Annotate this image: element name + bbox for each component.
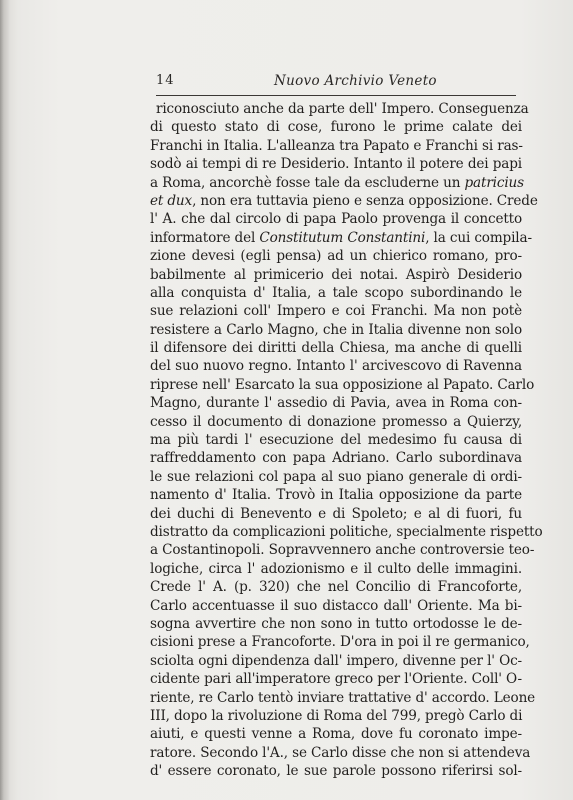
body-text <box>150 100 543 780</box>
text-line: dei duchi di Benevento e di Spoleto; e al di fuori, fu <box>150 505 522 522</box>
text-line: di questo stato di cose, furono le prime calate dei <box>150 119 522 136</box>
text-line: distratto da complicazioni politiche, specialmente rispetto <box>150 523 543 540</box>
text-line: le sue relazioni col papa al suo piano generale di ordi- <box>150 468 522 485</box>
text-line: a Costantinopoli. Sopravvennero anche controversie teo- <box>150 542 535 559</box>
running-title: Nuovo Archivio Veneto <box>274 73 437 89</box>
italic-term: Constitutum Constantini <box>259 229 426 246</box>
text-line: logiche, circa l' adozionismo e il culto delle immagini. <box>150 560 522 577</box>
text-line: cesso il documento di donazione promesso a Quierzy, <box>150 413 522 430</box>
text-line <box>150 192 538 210</box>
text-line: Franchi in Italia. L'alleanza tra Papato e Franchi si ras- <box>150 137 523 154</box>
text-line: alla conquista d' Italia, a tale scopo subordinando le <box>150 284 522 301</box>
text-line: d' essere coronato, le sue parole possono riferirsi sol- <box>150 763 522 780</box>
text-segment: , la cui compila- <box>425 229 532 246</box>
text-segment: , non era tuttavia pieno e senza opposizione. Crede <box>192 192 538 209</box>
text-line: ma più tardi l' esecuzione del medesimo fu causa di <box>150 432 522 449</box>
text-line: ratore. Secondo l'A., se Carlo disse che non si attendeva <box>150 744 531 761</box>
text-line: sogna avvertire che non sono in tutto ortodosse le de- <box>150 615 522 632</box>
text-line: namento d' Italia. Trovò in Italia opposizione da parte <box>150 487 522 504</box>
text-line: zione devesi (egli pensa) ad un chierico romano, pro- <box>150 248 522 265</box>
text-line: aiuti, e questi venne a Roma, dove fu coronato impe- <box>150 726 522 743</box>
text-segment: a Roma, ancorchè fosse tale da escluderne un <box>150 174 465 191</box>
text-line: riprese nell' Esarcato la sua opposizione al Papato. Carlo <box>150 376 535 393</box>
text-line: Magno, durante l' assedio di Pavia, avea in Roma con- <box>150 395 522 412</box>
text-line: il difensore dei diritti della Chiesa, ma anche di quelli <box>150 340 522 357</box>
italic-term: patricius <box>464 174 524 191</box>
text-line: del suo nuovo regno. Intanto l' arcivescovo di Ravenna <box>150 358 522 375</box>
text-line: cisioni prese a Francoforte. D'ora in poi il re germanico, <box>150 634 530 651</box>
text-segment: informatore del <box>150 229 260 246</box>
text-line: raffreddamento con papa Adriano. Carlo subordinava <box>150 450 522 467</box>
page-number: 14 <box>156 73 175 88</box>
text-line: sodò ai tempi di re Desiderio. Intanto il potere dei papi <box>150 156 522 173</box>
text-line: cidente pari all'imperatore greco per l'Oriente. Coll' O- <box>150 671 522 688</box>
text-line: Crede l' A. (p. 320) che nel Concilio di Francoforte, <box>150 579 522 596</box>
text-line: riconosciuto anche da parte dell' Impero. Conseguenza <box>156 101 529 117</box>
text-line <box>150 174 522 192</box>
page-gutter-shadow <box>0 0 10 800</box>
text-line: III, dopo la rivoluzione di Roma del 799, pregò Carlo di <box>150 707 523 724</box>
italic-term: et dux <box>150 192 193 209</box>
text-line: sciolta ogni dipendenza dall' impero, divenne per l' Oc- <box>150 652 522 669</box>
header-rule <box>156 95 516 96</box>
text-line <box>150 229 532 247</box>
page-header <box>156 73 516 93</box>
text-line: resistere a Carlo Magno, che in Italia divenne non solo <box>150 321 522 338</box>
text-line: sue relazioni coll' Impero e coi Franchi. Ma non potè <box>150 303 522 320</box>
text-line: babilmente al primicerio dei notai. Aspirò Desiderio <box>150 266 522 283</box>
text-line: Carlo accentuasse il suo distacco dall' Oriente. Ma bi- <box>150 597 522 614</box>
text-line: riente, re Carlo tentò inviare trattative d' accordo. Leone <box>150 689 536 706</box>
text-line: l' A. che dal circolo di papa Paolo provenga il concetto <box>150 211 522 228</box>
